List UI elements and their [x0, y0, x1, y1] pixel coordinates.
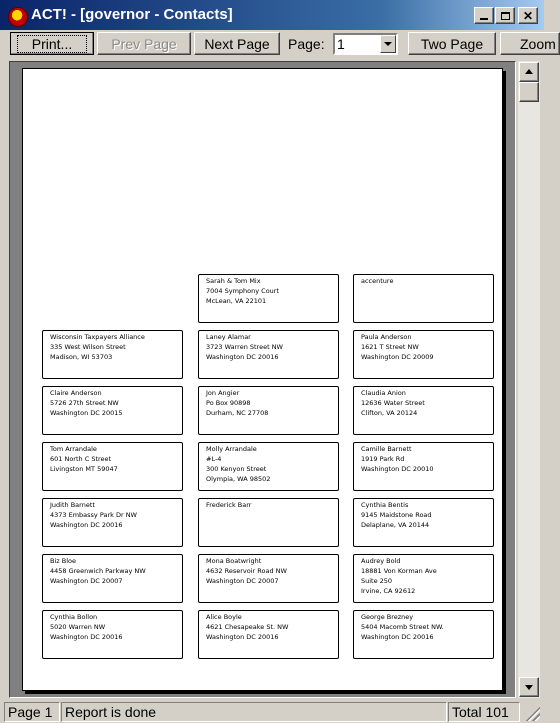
vertical-scrollbar[interactable]: [518, 61, 540, 698]
address-label-line: Washington DC 20009: [361, 353, 434, 361]
page-dropdown-button[interactable]: [380, 35, 396, 53]
address-label-line: 4373 Embassy Park Dr NW: [50, 511, 137, 519]
address-label-line: Madison, WI 53703: [50, 353, 113, 361]
address-label: [353, 610, 494, 659]
address-label-line: 4458 Greenwich Parkway NW: [50, 567, 146, 575]
status-page: Page 1: [4, 702, 60, 722]
address-label-line: Washington DC 20016: [361, 633, 434, 641]
next-page-button[interactable]: [194, 32, 280, 55]
page-select[interactable]: [333, 33, 398, 55]
address-label-line: Olympia, WA 98502: [206, 475, 271, 483]
address-label-line: Delaplane, VA 20144: [361, 521, 430, 529]
address-label: [42, 442, 183, 491]
address-label-line: 12636 Water Street: [361, 399, 425, 407]
close-button[interactable]: [518, 7, 538, 24]
address-label-line: Washington DC 20016: [206, 353, 279, 361]
address-label-line: Tom Arrandale: [50, 445, 97, 453]
address-label-line: Clifton, VA 20124: [361, 409, 418, 417]
address-label: [198, 386, 339, 435]
minimize-button[interactable]: [474, 7, 494, 24]
arrow-up-icon: [525, 69, 533, 74]
address-label-line: Washington DC 20010: [361, 465, 434, 473]
address-label-line: 18881 Von Korman Ave: [361, 567, 437, 575]
address-label-line: Molly Arrandale: [206, 445, 257, 453]
minimize-icon: [480, 18, 488, 20]
print-preview-toolbar: [0, 30, 556, 58]
address-label-line: McLean, VA 22101: [206, 297, 267, 305]
prev-page-label: Prev Page: [111, 35, 177, 52]
address-label-line: 5726 27th Street NW: [50, 399, 119, 407]
address-label-line: Mona Boatwright: [206, 557, 262, 565]
address-label-line: 5404 Macomb Street NW.: [361, 623, 444, 631]
address-label: [198, 442, 339, 491]
address-label-line: Washington DC 20016: [50, 633, 123, 641]
address-label-line: Audrey Bold: [361, 557, 401, 565]
mailing-labels: [23, 69, 502, 690]
address-label-line: Wisconsin Taxpayers Alliance: [50, 333, 145, 341]
address-label-line: 7004 Symphony Court: [206, 287, 280, 295]
address-label-line: Washington DC 20015: [50, 409, 123, 417]
address-label: [198, 330, 339, 379]
address-label-line: #L-4: [206, 455, 222, 463]
status-bar: [0, 700, 544, 723]
address-label-line: Livingston MT 59047: [50, 465, 118, 473]
address-label: [353, 498, 494, 547]
address-label: [353, 386, 494, 435]
maximize-button[interactable]: [495, 7, 515, 24]
address-label-line: Camille Barnett: [361, 445, 412, 453]
resize-grip[interactable]: [524, 705, 540, 721]
address-label-line: Irvine, CA 92612: [361, 587, 416, 595]
address-label-line: accenture: [361, 277, 394, 285]
zoom-button[interactable]: [500, 32, 560, 55]
close-icon: ✕: [522, 8, 534, 23]
print-button[interactable]: [10, 32, 94, 55]
address-label-line: 1621 T Street NW: [361, 343, 419, 351]
address-label: [42, 610, 183, 659]
address-label: [198, 274, 339, 323]
two-page-button[interactable]: [408, 32, 496, 55]
address-label-line: Biz Bloe: [50, 557, 76, 565]
address-label-line: 5020 Warren NW: [50, 623, 106, 631]
address-label-line: Po Box 90898: [206, 399, 251, 407]
address-label-line: 9145 Maidstone Road: [361, 511, 432, 519]
address-label-line: Claudia Anion: [361, 389, 406, 397]
address-label-line: 335 West Wilson Street: [50, 343, 126, 351]
address-label-line: Washington DC 20016: [50, 521, 123, 529]
address-label: [42, 554, 183, 603]
two-page-label: Two Page: [420, 35, 484, 52]
address-label-line: 3723 Warren Street NW: [206, 343, 283, 351]
next-page-label: Next Page: [204, 35, 270, 52]
address-label-line: Jon Angier: [206, 389, 240, 397]
act-app-icon[interactable]: [8, 7, 28, 27]
status-total: Total 101: [448, 702, 520, 722]
status-message: Report is done: [61, 702, 447, 722]
print-button-label: Print...: [17, 35, 87, 53]
page-label: Page:: [288, 36, 325, 52]
address-label: [198, 554, 339, 603]
address-label-line: Alice Boyle: [206, 613, 242, 621]
address-label: [42, 498, 183, 547]
address-label-line: 4621 Chesapeake St. NW: [206, 623, 289, 631]
window-title: ACT! - [governor - Contacts]: [31, 6, 233, 23]
print-preview-area[interactable]: [9, 61, 516, 698]
address-label: [353, 554, 494, 603]
address-label-line: Washington DC 20007: [50, 577, 123, 585]
page-select-value: 1: [337, 36, 345, 52]
scroll-down-button[interactable]: [519, 677, 539, 697]
arrow-down-icon: [525, 685, 533, 690]
address-label-line: Suite 250: [361, 577, 393, 585]
address-label-line: 300 Kenyon Street: [206, 465, 267, 473]
address-label: [353, 274, 494, 323]
address-label: [353, 442, 494, 491]
scroll-up-button[interactable]: [519, 62, 539, 82]
address-label-line: Washington DC 20007: [206, 577, 279, 585]
address-label-line: 601 North C Street: [50, 455, 112, 463]
address-label-line: Frederick Barr: [206, 501, 252, 509]
address-label-line: George Brezney: [361, 613, 414, 621]
address-label-line: Sarah & Tom Mix: [206, 277, 261, 285]
title-bar: [0, 0, 544, 30]
address-label-line: Laney Alamar: [206, 333, 251, 341]
preview-page: [22, 68, 503, 691]
address-label: [42, 330, 183, 379]
address-label: [353, 330, 494, 379]
address-label-line: Cynthia Bollon: [50, 613, 98, 621]
chevron-down-icon: [384, 42, 392, 46]
address-label-line: Claire Anderson: [50, 389, 102, 397]
prev-page-button[interactable]: [97, 32, 191, 55]
address-label: [198, 498, 339, 547]
address-label-line: Washington DC 20016: [206, 633, 279, 641]
zoom-label: Zoom: [520, 35, 556, 52]
address-label-line: 4632 Reservoir Road NW: [206, 567, 287, 575]
address-label: [42, 386, 183, 435]
scroll-thumb[interactable]: [519, 82, 539, 102]
maximize-icon: [501, 12, 510, 20]
address-label-line: Paula Anderson: [361, 333, 412, 341]
address-label: [198, 610, 339, 659]
address-label-line: Durham, NC 27708: [206, 409, 269, 417]
address-label-line: Cynthia Bentis: [361, 501, 409, 509]
address-label-line: 1919 Park Rd: [361, 455, 405, 463]
address-label-line: Judith Barnett: [50, 501, 95, 509]
